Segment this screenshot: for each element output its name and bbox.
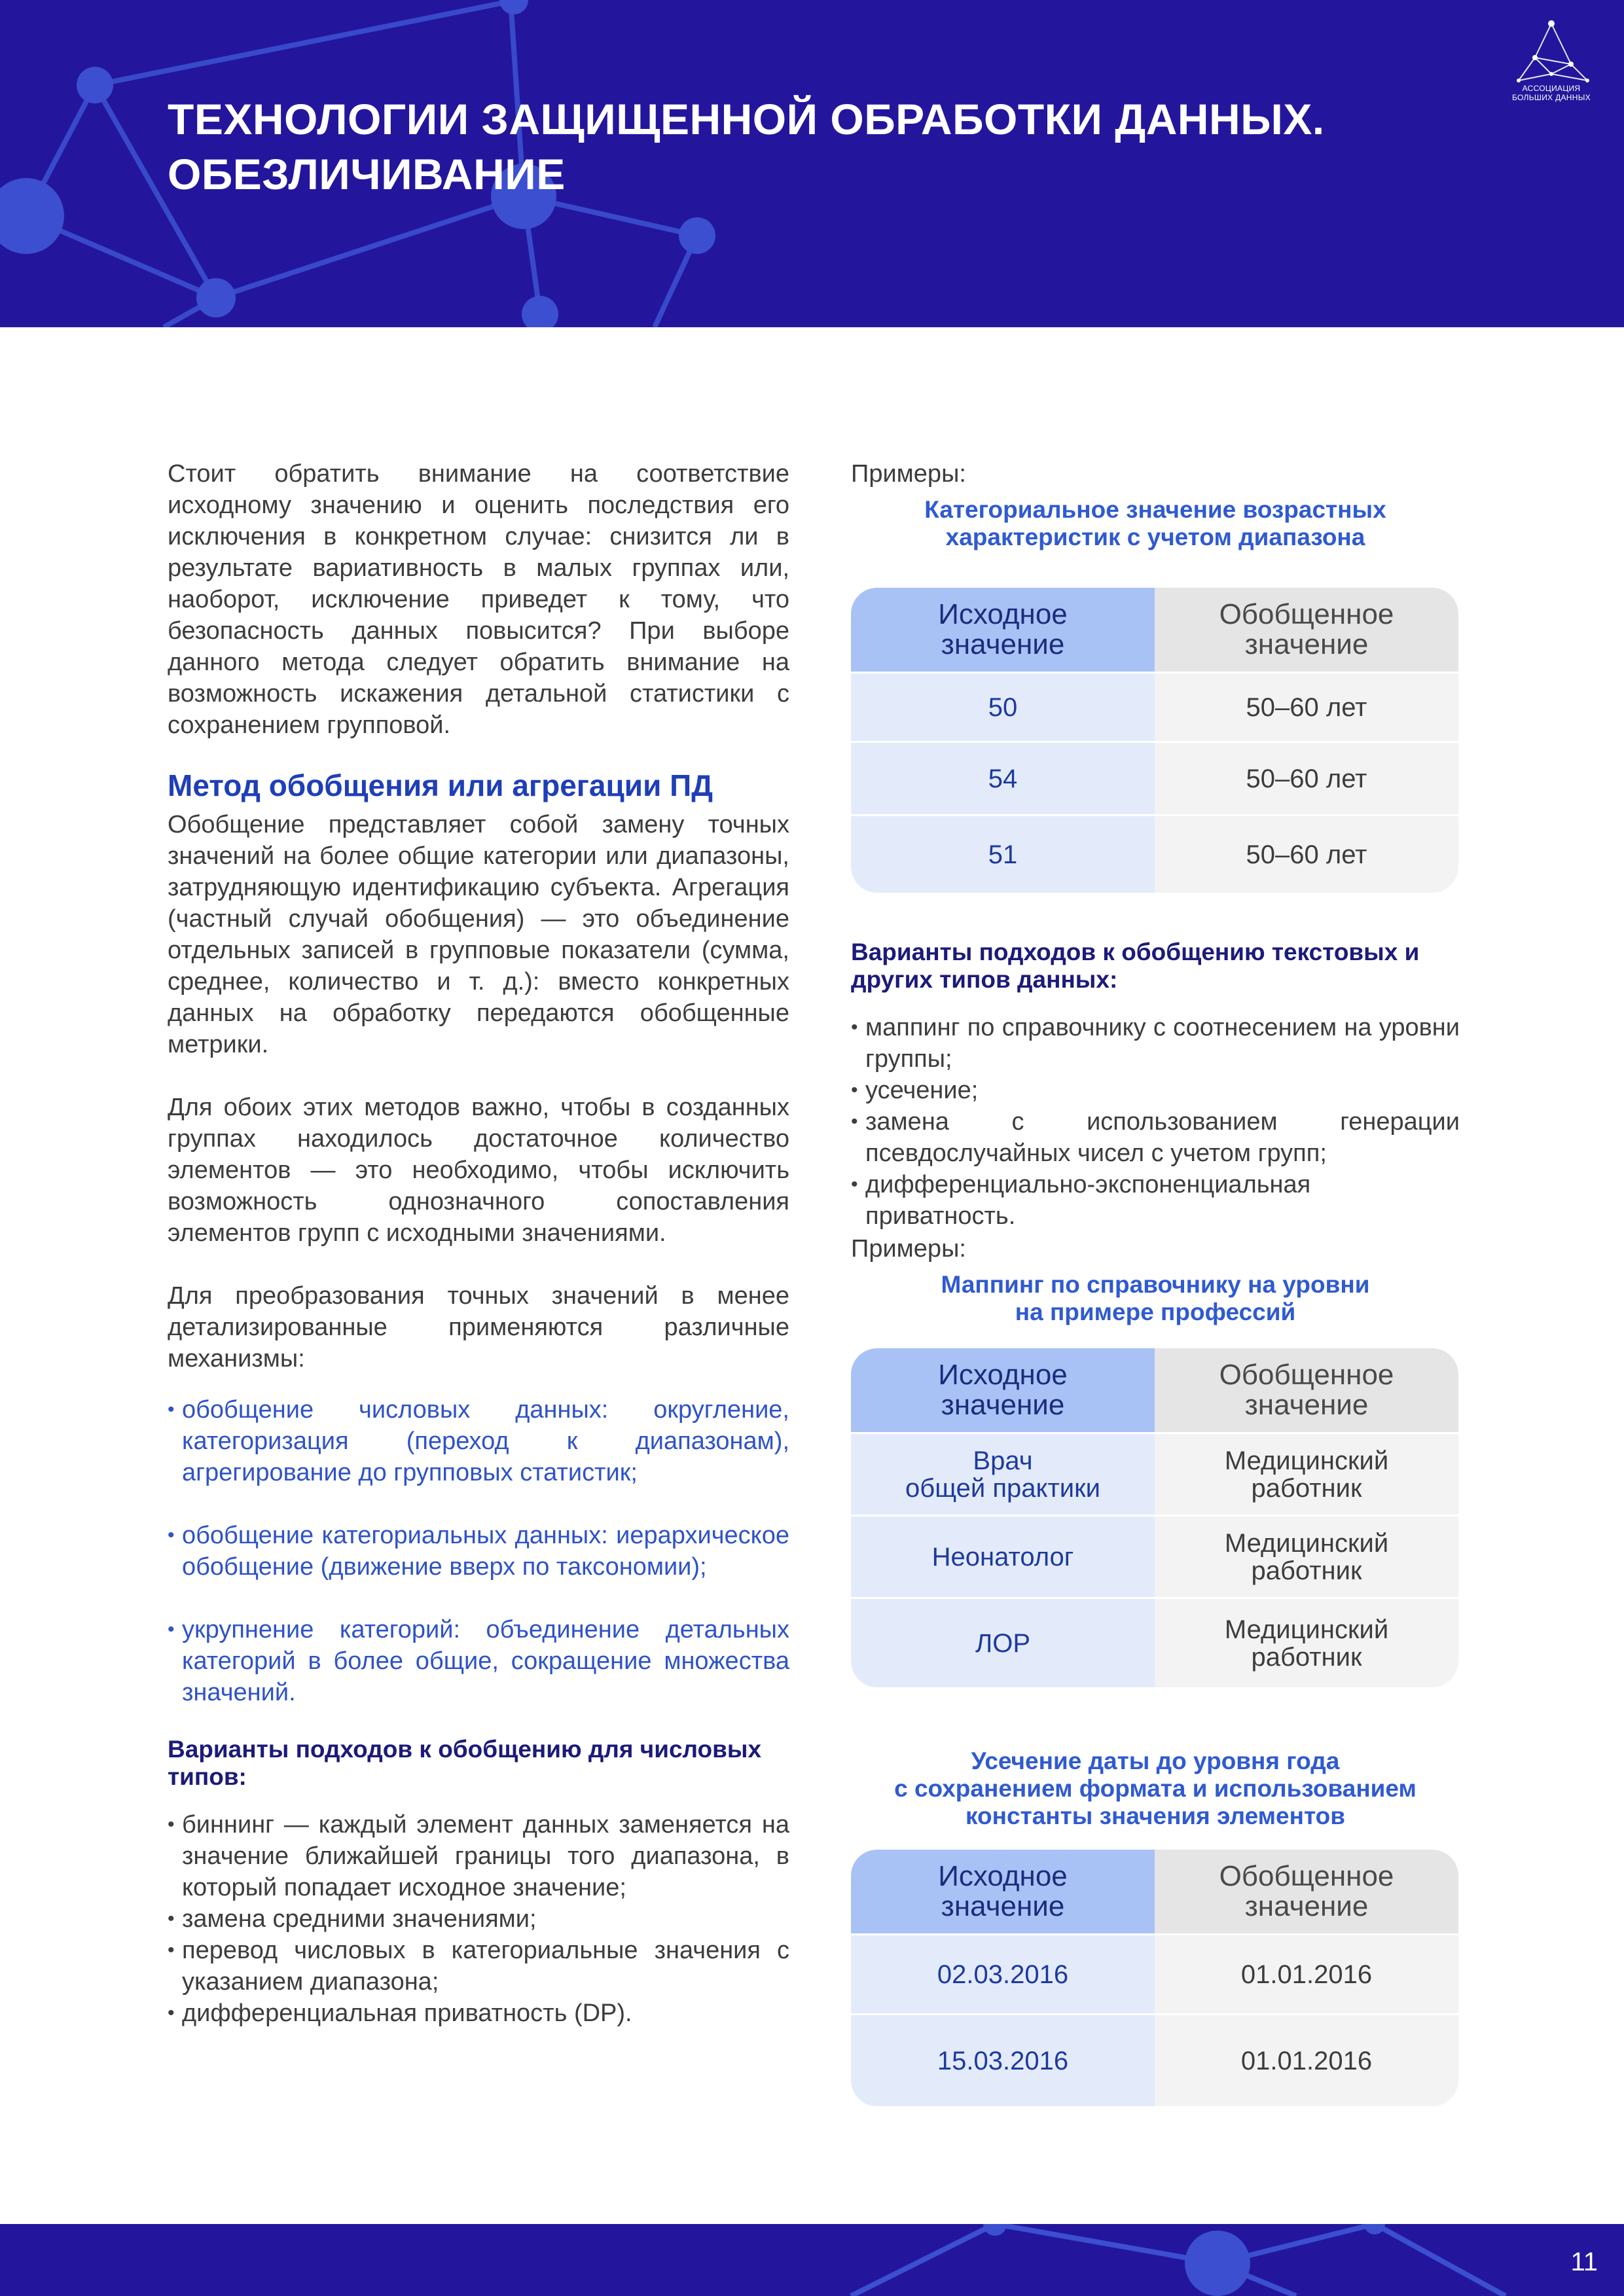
table-cell-source: Врач общей практики <box>851 1432 1155 1515</box>
table-cell-generalized: 50–60 лет <box>1155 741 1458 814</box>
network-node <box>1185 2231 1250 2296</box>
footer-band <box>0 2224 1624 2296</box>
page-number: 11 <box>1570 2248 1598 2276</box>
table-header-source: Исходное значение <box>851 588 1155 672</box>
table-cell-generalized: 50–60 лет <box>1155 672 1458 741</box>
numeric-approaches-list <box>168 1809 789 2029</box>
logo-caption <box>1499 84 1604 102</box>
list-item: • перевод числовых в категориальные значения с указанием диапазона; <box>168 1935 789 1998</box>
table-header-generalized: Обобщенное значение <box>1155 1850 1458 1933</box>
network-node <box>679 217 715 254</box>
table2-caption: Маппинг по справочнику на уровни на примере профессий <box>941 1271 1370 1325</box>
age-ranges-table <box>851 588 1458 893</box>
table-cell-generalized: Медицинский работник <box>1155 1432 1458 1515</box>
table-cell-generalized: 01.01.2016 <box>1155 1933 1458 2013</box>
left-column <box>168 458 789 2029</box>
section-heading: Метод обобщения или агрегации ПД <box>168 768 713 802</box>
mechanisms-intro: Для преобразования точных значений в менее детализированные применяются различные механизмы: <box>168 1282 789 1372</box>
page-title-line2: ОБЕЗЛИЧИВАНИЕ <box>168 150 566 198</box>
table-cell-generalized: 01.01.2016 <box>1155 2013 1458 2106</box>
text-approaches-heading: Варианты подходов к обобщению текстовых и других типов данных: <box>851 939 1420 993</box>
network-node <box>77 67 113 103</box>
footer-network-decoration <box>0 2224 1624 2296</box>
table-cell-source: 50 <box>851 672 1155 741</box>
logo-caption-line1: АССОЦИАЦИЯ <box>1522 84 1581 93</box>
page-title-line1: ТЕХНОЛОГИИ ЗАЩИЩЕННОЙ ОБРАБОТКИ ДАННЫХ. <box>168 95 1325 143</box>
list-item: • дифференциально-экспоненциальная приватность. <box>851 1169 1460 1232</box>
list-item: • замена с использованием генерации псевдослучайных чисел с учетом групп; <box>851 1106 1460 1169</box>
list-item: • укрупнение категорий: объединение детальных категорий в более общие, сокращение множества значений. <box>168 1614 789 1708</box>
table-header-generalized: Обобщенное значение <box>1155 588 1458 672</box>
examples-label: Примеры: <box>851 460 966 488</box>
table-header-generalized: Обобщенное значение <box>1155 1348 1458 1432</box>
generalization-paragraph: Обобщение представляет собой замену точных значений на более общие категории или диапазоны, затрудняющую идентификацию субъекта. Агрегация (частный случай обобщения) — это объединение отдельных записей в групповые показатели (сумма, среднее, количество и т. д.): вместо конкретных данных на обработку передаются обобщенные метрики. <box>168 811 789 1058</box>
page-title <box>168 92 1411 202</box>
examples-label-2: Примеры: <box>851 1235 966 1263</box>
network-node <box>1364 2224 1385 2234</box>
table-cell-generalized: Медицинский работник <box>1155 1515 1458 1597</box>
mechanisms-list <box>168 1394 789 1708</box>
network-node <box>499 0 528 14</box>
table-cell-source: 54 <box>851 741 1155 814</box>
right-column <box>851 458 1460 2106</box>
list-item: • маппинг по справочнику с соотнесением на уровни группы; <box>851 1012 1460 1075</box>
table-header-source: Исходное значение <box>851 1850 1155 1933</box>
table-header-source: Исходное значение <box>851 1348 1155 1432</box>
intro-paragraph: Стоит обратить внимание на соответствие исходному значению и оценить последствия его исключения в конкретном случае: снизится ли в результате вариативность в малых группах или, наоборот, исключение приведет к тому, что безопасность данных повысится? При выборе данного метода следует обратить внимание на возможность искажения детальной статистики с сохранением групповой. <box>168 460 789 739</box>
list-item: • замена средними значениями; <box>168 1903 789 1935</box>
text-approaches-list <box>851 1012 1460 1232</box>
table-cell-source: Неонатолог <box>851 1515 1155 1597</box>
logo-caption-line2: БОЛЬШИХ ДАННЫХ <box>1512 93 1591 102</box>
table-cell-generalized: Медицинский работник <box>1155 1597 1458 1687</box>
dates-table <box>851 1850 1458 2106</box>
list-item: • биннинг — каждый элемент данных заменяется на значение ближайшей границы того диапазона, в который попадает исходное значение; <box>168 1809 789 1903</box>
table-cell-source: 51 <box>851 814 1155 893</box>
professions-table <box>851 1348 1458 1687</box>
network-node <box>196 278 236 317</box>
network-node <box>522 296 558 327</box>
list-item: • дифференциальная приватность (DP). <box>168 1998 789 2029</box>
table1-caption: Категориальное значение возрастных характеристик с учетом диапазона <box>924 496 1386 550</box>
table-cell-generalized: 50–60 лет <box>1155 814 1458 893</box>
list-item: • усечение; <box>851 1075 1460 1106</box>
list-item: • обобщение категориальных данных: иерархическое обобщение (движение вверх по таксономии); <box>168 1520 789 1583</box>
table3-caption: Усечение даты до уровня года с сохранением формата и использованием константы значения элементов <box>894 1748 1416 1829</box>
group-size-paragraph: Для обоих этих методов важно, чтобы в созданных группах находилось достаточное количество элементов — это необходимо, чтобы исключить возможность однозначного сопоставления элементов групп с исходными значениями. <box>168 1094 789 1247</box>
list-item: • обобщение числовых данных: округление, категоризация (переход к диапазонам), агрегирование до групповых статистик; <box>168 1394 789 1488</box>
table-cell-source: ЛОР <box>851 1597 1155 1687</box>
network-node <box>0 178 64 254</box>
table-cell-source: 15.03.2016 <box>851 2013 1155 2106</box>
table-cell-source: 02.03.2016 <box>851 1933 1155 2013</box>
numeric-approaches-heading: Варианты подходов к обобщению для числовых типов: <box>168 1736 762 1790</box>
network-node <box>983 2224 1007 2236</box>
